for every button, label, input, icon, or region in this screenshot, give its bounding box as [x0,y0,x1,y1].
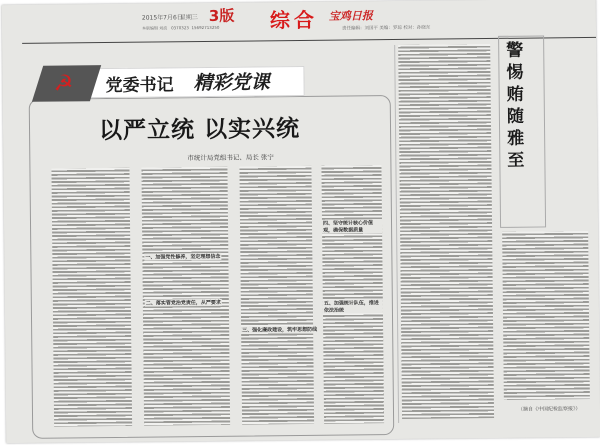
issue-weekday: 星期三 [179,14,198,22]
subheading-4: 四、坚守统计核心价值观，确保数据质量 [322,219,382,234]
article-title: 以严立统 以实兴统 [98,116,301,145]
column-banner [42,66,304,99]
issue-date: 2015年7月6日 [141,14,183,22]
subheading-1: 一、加强党性修养，坚定理想信念 [145,253,221,261]
subheading-5: 五、加强统计队伍，推进依法治统 [323,299,383,314]
section-name: 综合 [269,7,319,33]
party-emblem-icon: ☭ [53,71,74,97]
sidebar-title: 警惕贿随雅至 [506,40,525,171]
staff-line: 责任编辑：刘国平 美编：罗琼 校对：孙晓东 [341,25,431,32]
text-column-1 [51,168,132,427]
text-column-2 [141,167,230,426]
side-text-column-2 [502,231,590,400]
phone-a: 0370323 [171,25,189,31]
text-column-3 [239,166,314,425]
paper-name: 宝鸡日报 [328,9,373,23]
side-text-column-1 [398,44,494,419]
phone-b: 15692713250 [191,24,220,31]
sidebar-credit: （摘自《中国纪检监察报》） [517,406,581,413]
text-column-4 [321,165,384,424]
edition-number: 3版 [208,6,235,25]
edit-line-text: 本版编辑 刘流 [141,25,168,31]
subheading-3: 三、强化廉政建设，筑牢思想防线 [242,326,318,334]
banner-accent: 精彩党课 [193,71,270,95]
banner-label: 党委书记 [105,75,174,97]
article-byline: 市统计局党组书记、局长 张宁 [187,153,274,163]
newspaper-page [2,0,600,443]
edit-line [142,25,220,32]
subheading-2: 二、落实管党治党责任，从严要求 [145,299,221,307]
